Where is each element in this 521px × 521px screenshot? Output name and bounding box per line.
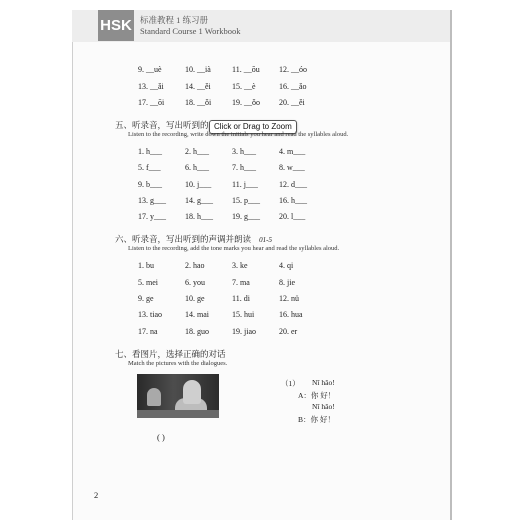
section7-title: 七、看图片，选择正确的对话 xyxy=(115,349,226,359)
photo-person-right-head xyxy=(183,380,201,404)
exercise-item: 10. j___ xyxy=(185,180,212,189)
answer-blank: ( ) xyxy=(157,432,165,442)
exercise-item: 6. h___ xyxy=(185,163,209,172)
exercise-item: 18. __ǒi xyxy=(185,98,212,107)
dialogue-line: Nǐ hǎo! xyxy=(312,402,335,411)
workbook-page xyxy=(72,10,452,520)
exercise-item: 20. __ěi xyxy=(279,98,305,107)
section7-instruction: Match the pictures with the dialogues. xyxy=(128,360,228,367)
section6-title-text: 六、听录音，写出听到的声调并朗读 xyxy=(115,234,252,244)
exercise-item: 14. g___ xyxy=(185,196,213,205)
exercise-item: 2. hao xyxy=(185,261,205,270)
exercise-item: 3. h___ xyxy=(232,147,256,156)
section6-instruction: Listen to the recording, add the tone marks you hear and read the syllables aloud. xyxy=(128,245,340,252)
exercise-item: 6. you xyxy=(185,278,205,287)
exercise-item: 15. __è xyxy=(232,82,256,91)
exercise-item: 13. g___ xyxy=(138,196,166,205)
exercise-item: 5. f___ xyxy=(138,163,161,172)
exercise-item: 12. nü xyxy=(279,294,299,303)
header-title-en: Standard Course 1 Workbook xyxy=(140,26,241,36)
exercise-item: 8. w___ xyxy=(279,163,305,172)
exercise-item: 5. mei xyxy=(138,278,158,287)
exercise-item: 17. na xyxy=(138,327,158,336)
exercise-item: 16. h___ xyxy=(279,196,307,205)
photo-person-left xyxy=(147,388,161,406)
section5-instruction: Listen to the recording, write down the initials you hear and read the syllables aloud. xyxy=(128,131,349,138)
exercise-item: 11. __ōu xyxy=(232,65,260,74)
exercise-item: 11. di xyxy=(232,294,250,303)
exercise-item: 17. y___ xyxy=(138,212,166,221)
exercise-item: 9. __uè xyxy=(138,65,162,74)
exercise-item: 9. ge xyxy=(138,294,154,303)
section6-title xyxy=(115,233,272,245)
exercise-item: 20. er xyxy=(279,327,298,336)
exercise-item: 7. h___ xyxy=(232,163,256,172)
exercise-item: 17. __ōi xyxy=(138,98,165,107)
exercise-item: 19. __ǒo xyxy=(232,98,260,107)
exercise-item: 9. b___ xyxy=(138,180,162,189)
exercise-item: 1. h___ xyxy=(138,147,162,156)
dialogue-line: Nǐ hǎo! xyxy=(312,378,335,387)
dialogue-line: B：你 好！ xyxy=(298,415,335,424)
exercise-item: 12. d___ xyxy=(279,180,307,189)
exercise-item: 2. h___ xyxy=(185,147,209,156)
exercise-item: 13. tiao xyxy=(138,310,162,319)
exercise-item: 14. __ěi xyxy=(185,82,211,91)
dialogue-line: A：你 好！ xyxy=(298,391,336,400)
zoom-hint-button[interactable]: Click or Drag to Zoom xyxy=(209,120,297,134)
dialogue-photo xyxy=(137,374,219,418)
exercise-item: 15. p___ xyxy=(232,196,260,205)
exercise-item: 20. l___ xyxy=(279,212,306,221)
exercise-item: 1. bu xyxy=(138,261,154,270)
exercise-item: 18. h___ xyxy=(185,212,213,221)
exercise-item: 3. ke xyxy=(232,261,248,270)
exercise-item: 16. hua xyxy=(279,310,303,319)
photo-table xyxy=(137,410,219,418)
exercise-item: 4. qi xyxy=(279,261,294,270)
exercise-item: 13. __ǎi xyxy=(138,82,164,91)
header-title-cn: 标准教程 1 练习册 xyxy=(140,15,209,25)
exercise-item: 10. __ià xyxy=(185,65,211,74)
exercise-item: 8. jie xyxy=(279,278,295,287)
page-number: 2 xyxy=(94,490,99,500)
hsk-logo: HSK xyxy=(98,10,134,41)
page-edge xyxy=(450,10,452,520)
exercise-item: 14. mai xyxy=(185,310,209,319)
exercise-item: 16. __ǎo xyxy=(279,82,307,91)
exercise-item: 11. j___ xyxy=(232,180,258,189)
exercise-item: 15. hui xyxy=(232,310,255,319)
exercise-item: 12. __óo xyxy=(279,65,307,74)
section5-title: 五、听录音，写出听到的 xyxy=(115,120,209,130)
audio-tag: 01-5 xyxy=(259,236,272,244)
exercise-item: 4. m___ xyxy=(279,147,306,156)
exercise-item: 10. ge xyxy=(185,294,205,303)
dialogue-number: （1） xyxy=(281,379,300,388)
exercise-item: 7. ma xyxy=(232,278,250,287)
exercise-item: 19. jiao xyxy=(232,327,256,336)
exercise-item: 18. guo xyxy=(185,327,209,336)
exercise-item: 19. g___ xyxy=(232,212,260,221)
